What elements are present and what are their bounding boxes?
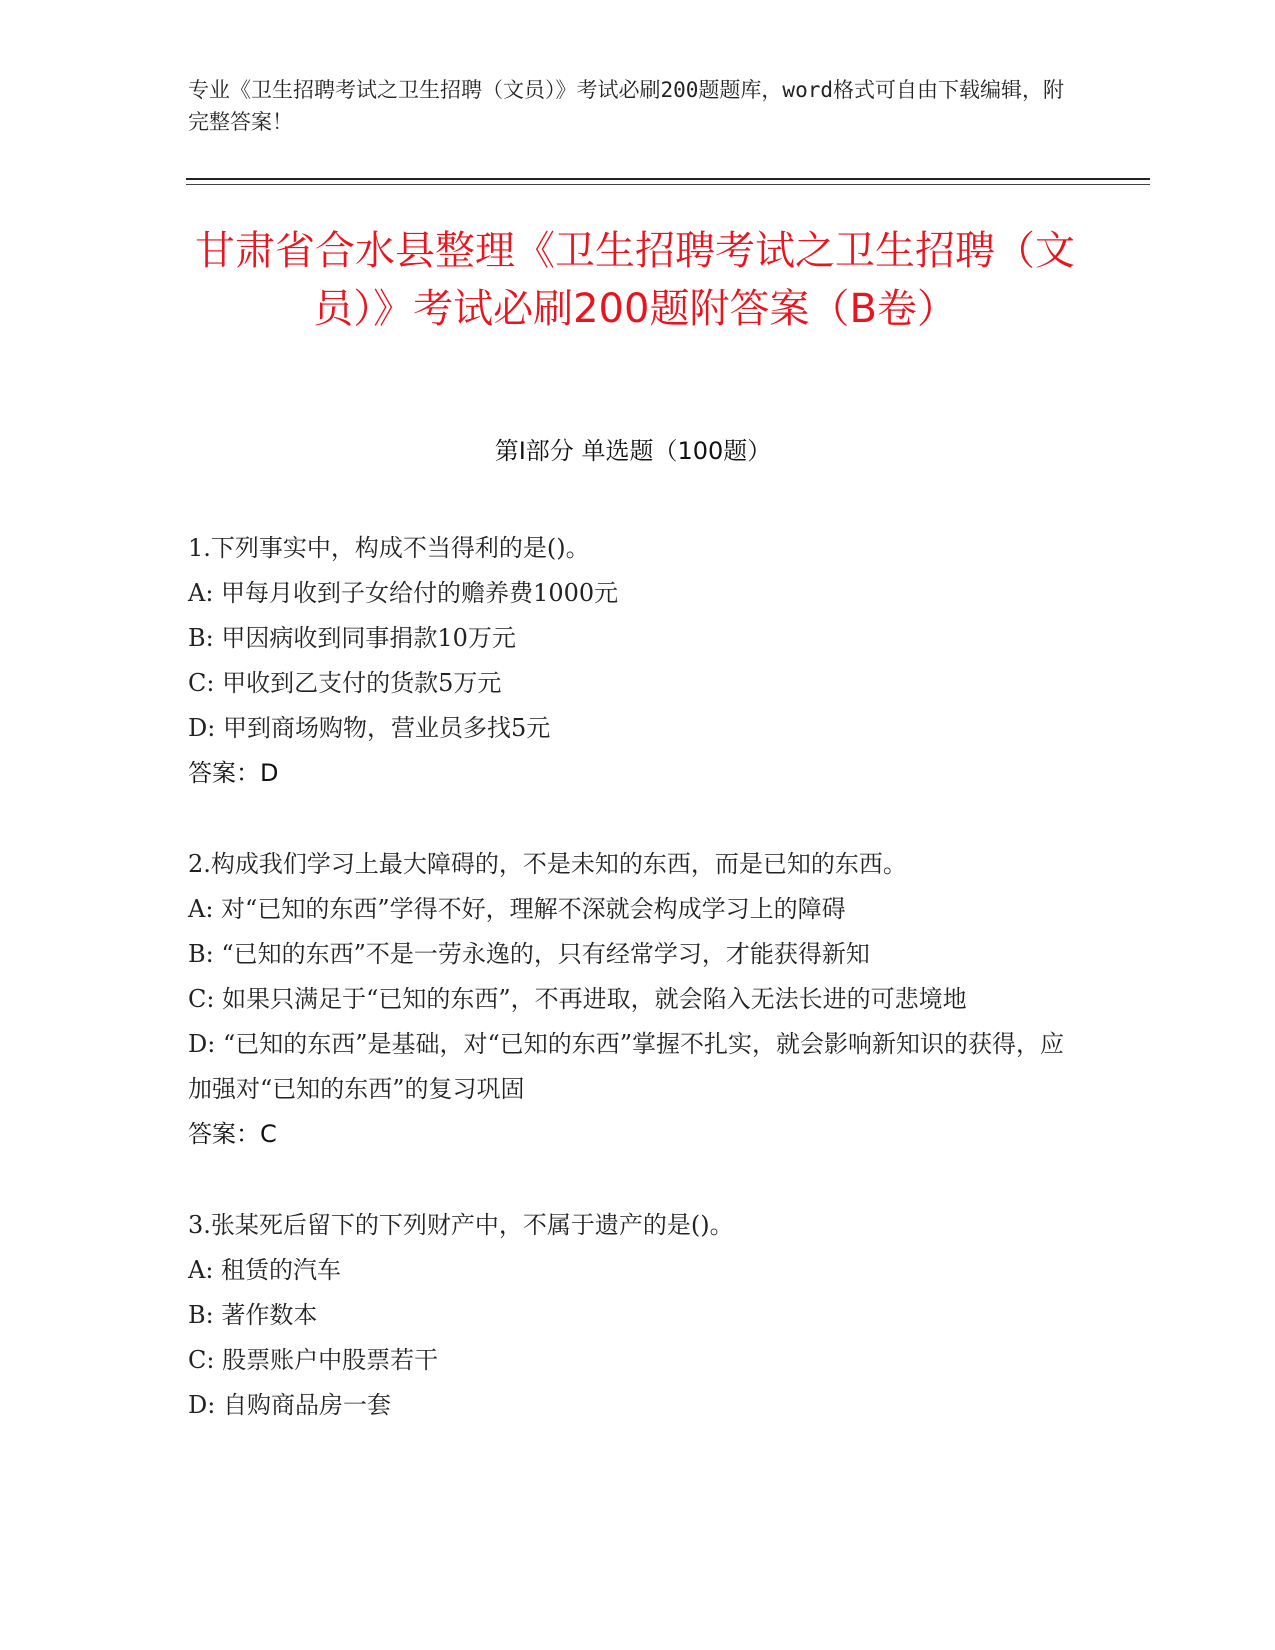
option-d: D: 甲到商场购物，营业员多找5元 xyxy=(188,714,551,742)
option-a: A: 对“已知的东西”学得不好，理解不深就会构成学习上的障碍 xyxy=(188,895,846,923)
answer-line: 答案：D xyxy=(188,759,279,787)
option-d: D: 自购商品房一套 xyxy=(188,1391,391,1419)
option-c: C: 如果只满足于“已知的东西”，不再进取，就会陷入无法长进的可悲境地 xyxy=(188,985,967,1013)
option-b: B: 甲因病收到同事捐款10万元 xyxy=(188,624,516,652)
header-divider-thick xyxy=(186,178,1150,180)
option-a: A: 甲每月收到子女给付的赡养费1000元 xyxy=(188,579,619,607)
option-c: C: 股票账户中股票若干 xyxy=(188,1346,439,1374)
question-1 xyxy=(188,526,1068,796)
option-d: D: “已知的东西”是基础，对“已知的东西”掌握不扎实，就会影响新知识的获得，应加强对“已知的东西”的复习巩固 xyxy=(188,1030,1065,1103)
question-stem: 3.张某死后留下的下列财产中，不属于遗产的是()。 xyxy=(188,1211,734,1239)
question-stem: 1.下列事实中，构成不当得利的是()。 xyxy=(188,534,590,562)
question-3 xyxy=(188,1203,1068,1428)
header-divider-thin xyxy=(186,184,1150,185)
document-title: 甘肃省合水县整理《卫生招聘考试之卫生招聘（文员）》考试必刷200题附答案（B卷） xyxy=(195,228,1075,332)
question-list xyxy=(188,526,1068,1474)
option-c: C: 甲收到乙支付的货款5万元 xyxy=(188,669,502,697)
option-b: B: “已知的东西”不是一劳永逸的，只有经常学习，才能获得新知 xyxy=(188,940,870,968)
answer-line: 答案：C xyxy=(188,1120,277,1148)
option-b: B: 著作数本 xyxy=(188,1301,318,1329)
question-2 xyxy=(188,842,1068,1157)
question-stem: 2.构成我们学习上最大障碍的，不是未知的东西，而是已知的东西。 xyxy=(188,850,907,878)
intro-text: 专业《卫生招聘考试之卫生招聘（文员）》考试必刷200题题库，word格式可自由下载编辑，附完整答案！ xyxy=(188,78,1064,134)
section-heading: 第Ⅰ部分 单选题（100题） xyxy=(494,437,772,465)
option-a: A: 租赁的汽车 xyxy=(188,1256,342,1284)
